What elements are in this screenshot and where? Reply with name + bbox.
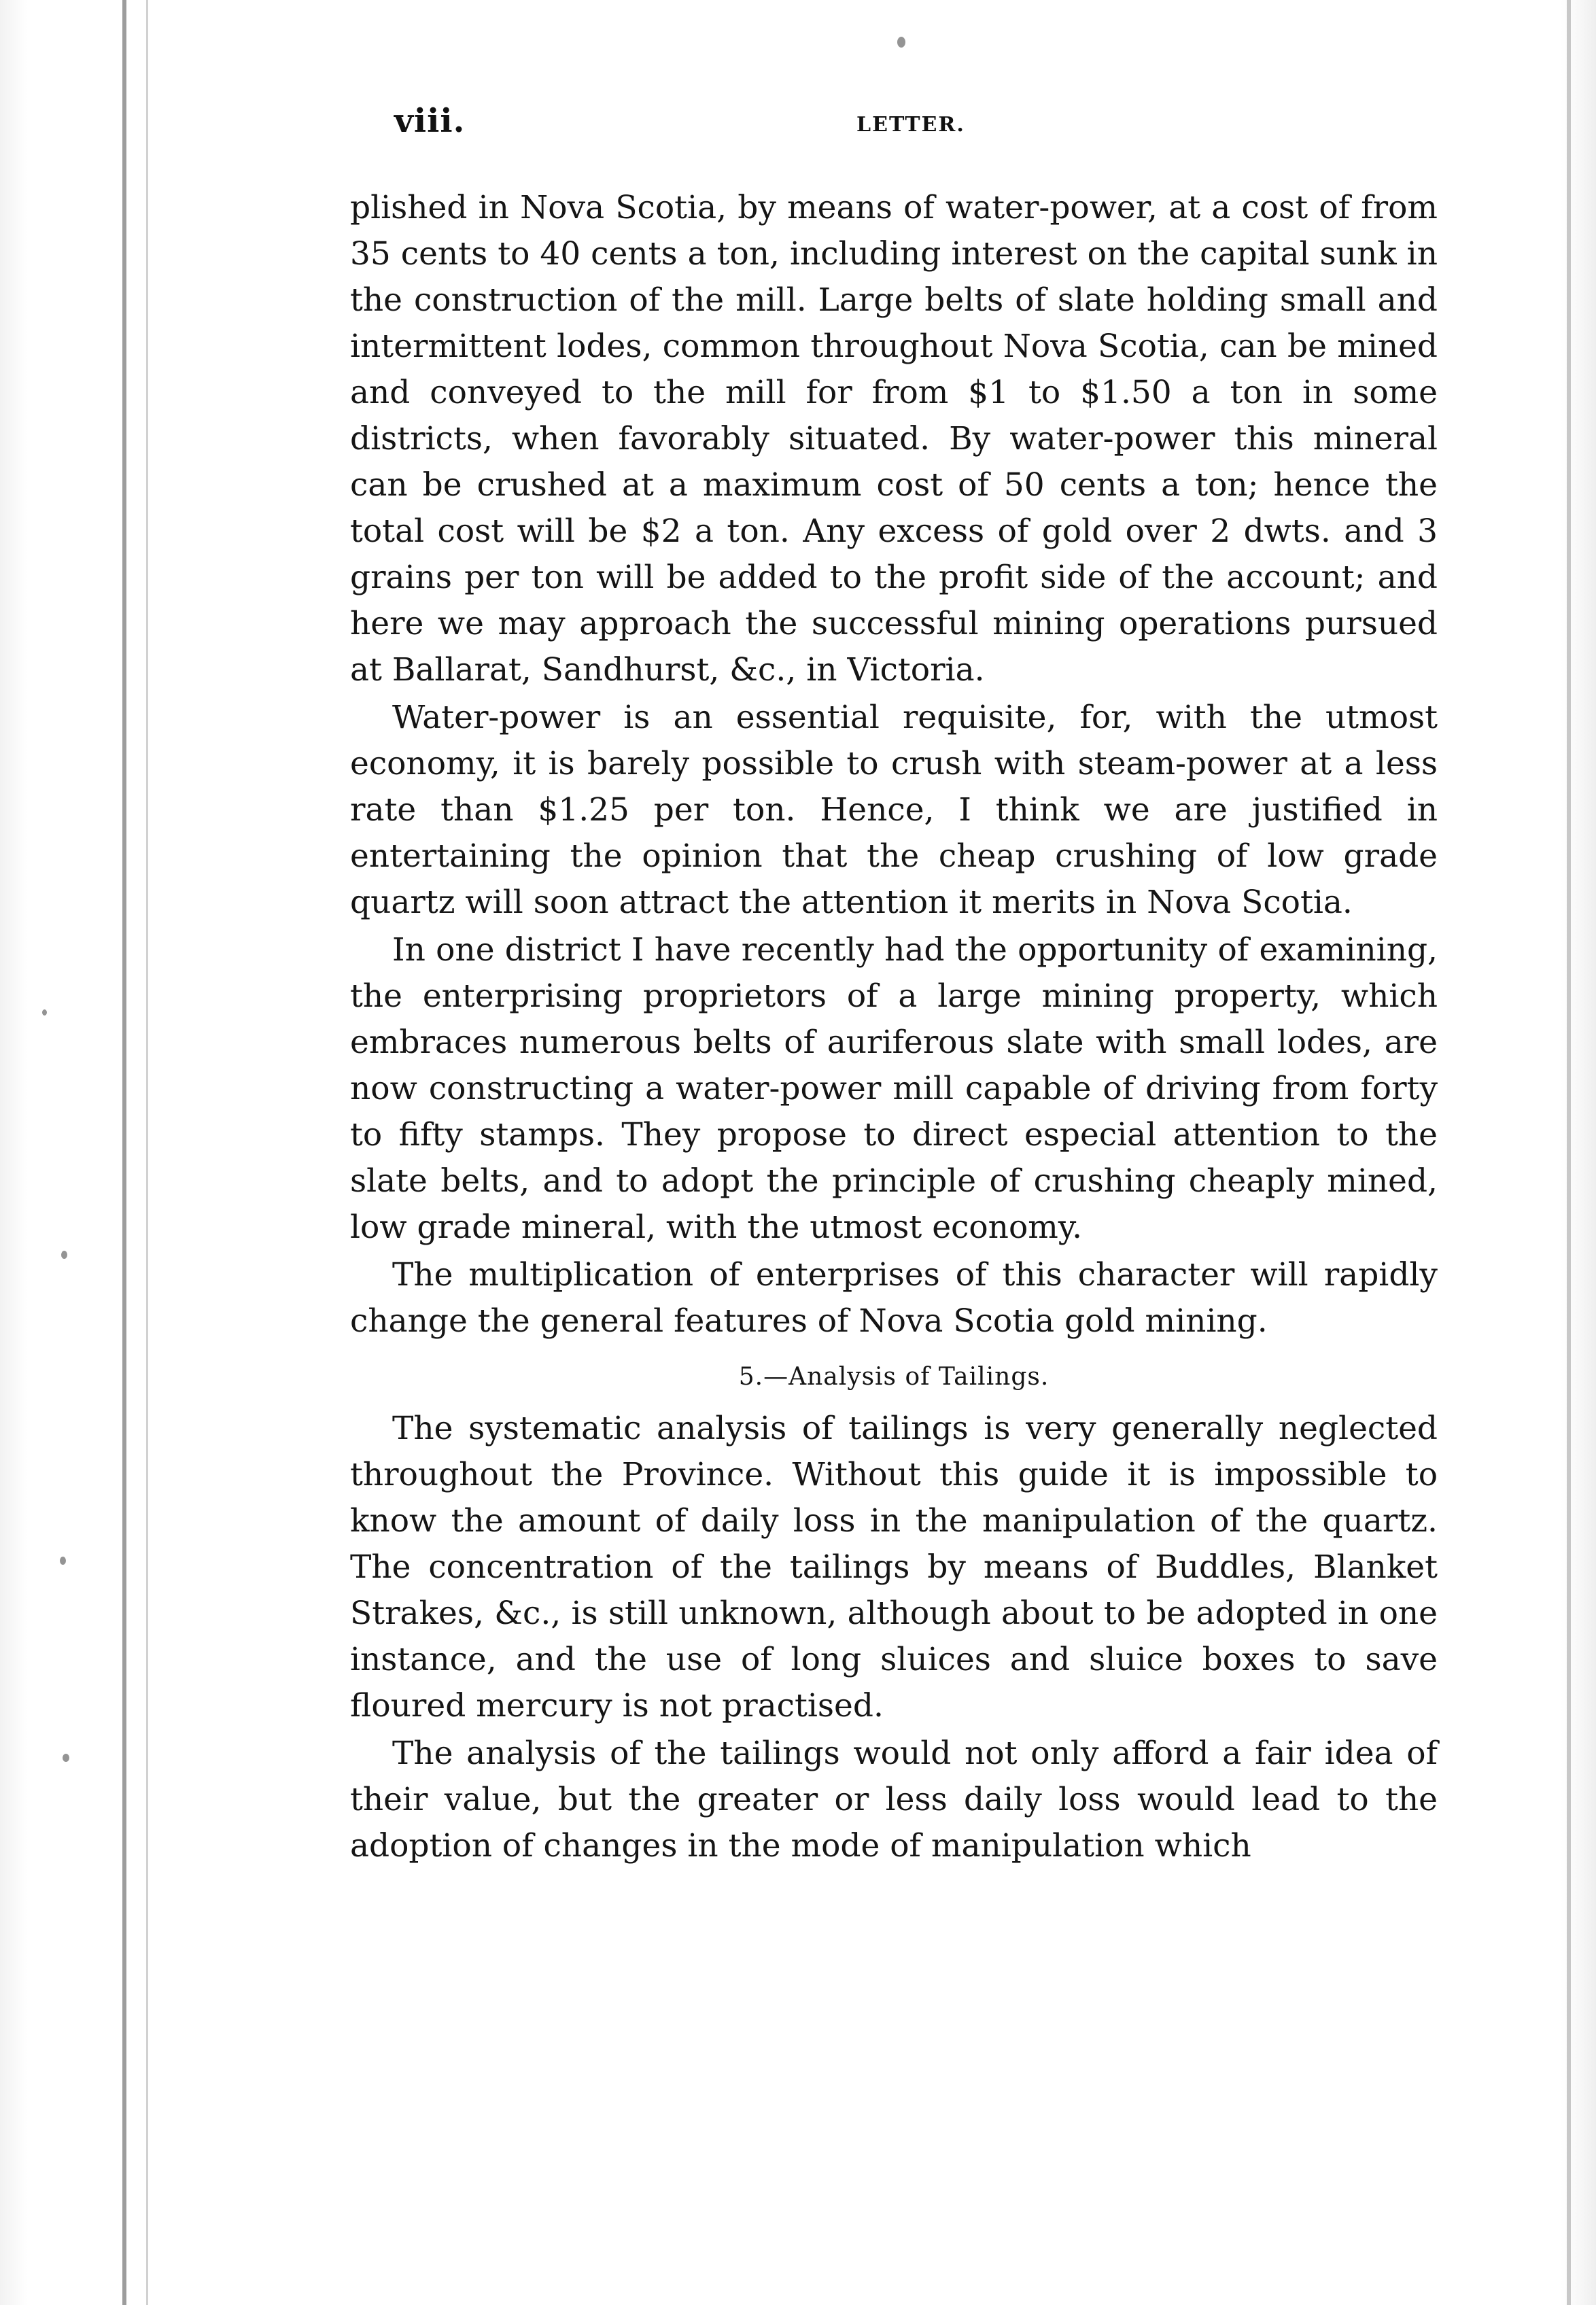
- paragraph-district-mill: In one district I have recently had the opportunity of examining, the enterprising proprietors of a large mining property, which embraces numerous belts of auriferous slate with small lodes, are now constructing a water-power mill capable of driving from forty to fifty stamps. They propose to direct especial attention to the slate belts, and to adopt the principle of crushing cheaply mined, low grade mineral, with the utmost economy.: [350, 931, 1438, 1246]
- body-text: [350, 185, 1438, 1869]
- scan-left-margin: [0, 0, 155, 2305]
- paragraph-tailings-analysis: The systematic analysis of tailings is very generally neglected throughout the Province. Without this guide it is impossible to know the amount of daily loss in the manipulation of the quartz. The concentration of the tailings by means of Buddles, Blanket Strakes, &c., is still unknown, although about to be adopted in one instance, and the use of long sluices and sluice boxes to save floured mercury is not practised.: [350, 1410, 1438, 1725]
- scan-page-edge-line: [1567, 0, 1571, 2305]
- paragraph-multiplication: The multiplication of enterprises of this character will rapidly change the general features of Nova Scotia gold mining.: [350, 1256, 1438, 1340]
- ink-speck: [60, 1557, 66, 1565]
- paragraph-water-power: Water-power is an essential requisite, for, with the utmost economy, it is barely possible to crush with steam-power at a less rate than $1.25 per ton. Hence, I think we are justified in entertaining the opinion that the cheap crushing of low grade quartz will soon attract the attention it merits in Nova Scotia.: [350, 699, 1438, 921]
- page-header: [394, 102, 1441, 163]
- paragraph-tailings-value: The analysis of the tailings would not only afford a fair idea of their value, but the greater or less daily loss would lead to the adoption of changes in the mode of manipulation which: [350, 1735, 1438, 1865]
- scan-right-margin: [1561, 0, 1596, 2305]
- ink-speck: [61, 1251, 67, 1259]
- ink-speck: [897, 37, 905, 48]
- running-head: LETTER.: [856, 113, 965, 137]
- ink-speck: [42, 1009, 47, 1016]
- scan-binding-line-secondary: [146, 0, 148, 2305]
- paragraph-continuation: plished in Nova Scotia, by means of water-power, at a cost of from 35 cents to 40 cents a ton, including interest on the capital sunk in the construction of the mill. Large belts of slate holding small and intermittent lodes, common throughout Nova Scotia, can be mined and conveyed to the mill for from $1 to $1.50 a ton in some districts, when favorably situated. By water-power this mineral can be crushed at a maximum cost of 50 cents a ton; hence the total cost will be $2 a ton. Any excess of gold over 2 dwts. and 3 grains per ton will be added to the profit side of the account; and here we may approach the successful mining operations pursued at Ballarat, Sandhurst, &c., in Victoria.: [350, 189, 1438, 689]
- ink-speck: [63, 1754, 69, 1762]
- section-heading: 5.—Analysis of Tailings.: [738, 1363, 1049, 1391]
- scan-binding-line: [122, 0, 126, 2305]
- page-number: viii.: [394, 102, 466, 140]
